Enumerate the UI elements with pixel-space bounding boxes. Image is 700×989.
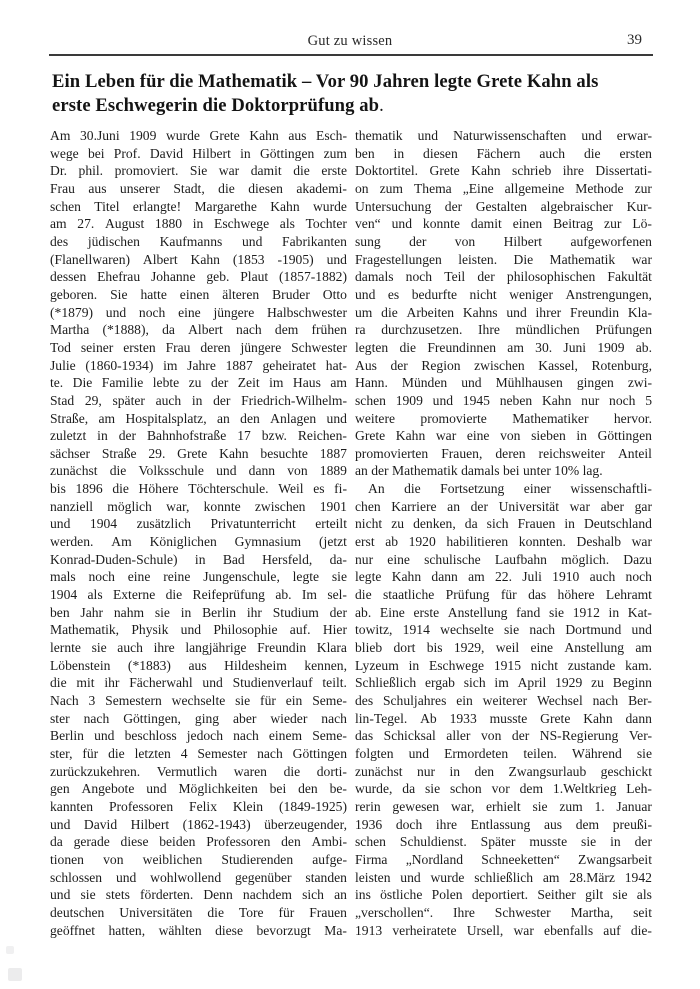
text-line: leisten und wurde schließlich am 28.März 1942: [355, 869, 652, 885]
text-line: gen Angebote und Möglichkeiten bei den be-: [50, 781, 347, 797]
text-line: Lyzeum in Eschwege 1915 nicht zustande kam.: [355, 657, 652, 673]
text-line: Berlin und beschloss jedoch nach einem Seme-: [50, 728, 347, 744]
text-line: nanziell möglich war, konnte zwischen 1901: [50, 498, 347, 514]
article-title: [52, 70, 652, 117]
text-line: promovierten Frauen, deren reichsweiter Anteil: [355, 445, 652, 461]
text-line: towitz, 1914 wechselte sie nach Dortmund und: [355, 622, 652, 638]
text-line: 1936 doch ihre Entlassung aus dem preußi-: [355, 816, 652, 832]
article-title-line2-text: erste Eschwegerin die Doktorprüfung ab: [52, 94, 380, 116]
article-title-line2-period: .: [379, 94, 384, 116]
article-title-line2: [52, 94, 652, 118]
text-line: und 1904 zusätzlich Privatunterricht erteilt: [50, 516, 347, 532]
text-line: erst ab 1920 habilitieren konnten. Deshalb war: [355, 534, 652, 550]
header-section-title: Gut zu wissen: [307, 33, 393, 49]
text-line: nicht zu denken, da sich Frauen in Deutschland: [355, 516, 652, 532]
text-line: um die Arbeiten Kahns und ihrer Freundin Kla-: [355, 304, 652, 320]
text-line: am 27. August 1880 in Eschwege als Tochter: [50, 216, 347, 232]
text-line: Nach 3 Semestern wechselte sie für ein Seme-: [50, 693, 347, 708]
text-line: legte Kahn dann am 22. Juli 1910 auch noch: [355, 569, 652, 585]
text-line: schen Schuldienst. Später musste sie in der: [355, 834, 652, 850]
text-line: An die Fortsetzung einer wissenschaftli-: [368, 481, 652, 497]
text-line: Untersuchung der Gestalten algebraischer Kur-: [355, 198, 652, 214]
text-line: blieb dort bis 1929, weil eine Anstellung am: [355, 640, 652, 656]
text-line: on zum Thema „Eine allgemeine Methode zur: [355, 180, 652, 196]
text-line: ab. Eine erste Anstellung fand sie 1912 in Kat-: [355, 604, 652, 620]
text-line: des Schuljahres ein weiterer Wechsel nach Ber-: [355, 693, 652, 708]
text-line: zurückzukehren. Vermutlich waren die dorti-: [50, 763, 347, 779]
text-line: folgten und Ermordeten teilen. Während sie: [355, 745, 652, 761]
text-line: des jüdischen Kaufmanns und Fabrikanten: [50, 233, 347, 249]
text-line: kannten Professoren Felix Klein (1849-1925): [50, 798, 347, 814]
text-line: das Schicksal aller von der NS-Regierung Ver-: [355, 728, 652, 744]
page-number: 39: [627, 32, 642, 48]
text-line: ra durchzusetzen. Ihre mündlichen Prüfungen: [355, 322, 652, 338]
text-line: zunächst nur in den Zwangsurlaub geschickt: [355, 763, 652, 779]
text-column-right: [355, 127, 652, 939]
text-line: bis 1896 die Höhere Töchterschule. Weil es fi-: [50, 481, 347, 497]
article-body: [50, 127, 652, 939]
text-line: geöffnet hatten, wählten diese bevorzugt Ma-: [50, 922, 347, 938]
text-line: deutschen Universitäten die Tore für Frauen: [50, 904, 347, 920]
text-line: Stad 29, später auch in der Friedrich-Wilhelm-: [50, 392, 347, 408]
text-line: Konrad-Duden-Schule) in Bad Hersfeld, da-: [50, 551, 347, 567]
text-line: Schließlich ergab sich im April 1929 zu Beginn: [355, 675, 652, 691]
text-line: ven“ und konnte damit einen Beitrag zur Lö-: [355, 216, 652, 232]
text-line: Doktortitel. Grete Kahn schrieb ihre Dissertati-: [355, 163, 652, 179]
text-line: weitere promovierte Mathematiker hervor.: [355, 410, 652, 426]
text-line: te. Die Familie lebte zu der Zeit im Haus am: [50, 375, 347, 391]
text-line: rerin gewesen war, erhielt sie zum 1. Januar: [355, 798, 652, 814]
text-line: Aus der Region zwischen Kassel, Rotenburg,: [355, 357, 652, 373]
text-line: Julie (1860-1934) im Jahre 1887 geheiratet hat-: [50, 357, 347, 373]
text-line: Dr. phil. promoviert. Sie war damit die erste: [50, 163, 347, 179]
text-line: Martha (*1888), da Albert nach dem frühen: [50, 322, 347, 338]
text-line: (Flanellwaren) Albert Kahn (1853 -1905) und: [50, 251, 347, 267]
text-line: (*1879) und noch eine jüngere Halbschwester: [50, 304, 347, 320]
text-line: ster, für die letzten 4 Semester nach Göttingen: [50, 745, 347, 761]
text-line: schen Titel erlangte! Margarethe Kahn wurde: [50, 198, 347, 214]
text-line: dessen Ehefrau Johanne geb. Plaut (1857-1882): [50, 269, 347, 285]
text-line: wurde, da sie schon vor dem 1.Weltkrieg Leh-: [355, 781, 652, 797]
text-line: mals noch eine reine Jungenschule, legte sie: [50, 569, 347, 585]
text-line: 1904 als Externe die Reifeprüfung ab. Im sel-: [50, 587, 347, 603]
text-line: und David Hilbert (1862-1943) überzeugender,: [50, 816, 347, 832]
text-line: thematik und Naturwissenschaften und erwar-: [355, 128, 652, 143]
text-line: schen 1909 und 1945 neben Kahn nur noch 5: [355, 392, 652, 408]
text-line: Mathematik, Physik und Philosophie auf. Hier: [50, 622, 347, 638]
text-line: nur eine schulische Laufbahn möglich. Dazu: [355, 551, 652, 567]
article-title-line1: Ein Leben für die Mathematik – Vor 90 Jahren legte Grete Kahn als: [52, 71, 599, 92]
text-line: geboren. Sie hatte einen älteren Bruder Otto: [50, 286, 347, 302]
text-line: Frau aus unserer Stadt, die diesen akademi-: [50, 180, 347, 196]
text-line: zunächst die Volksschule und dann von 1889: [50, 463, 347, 479]
text-line: die mit ihr Fächerwahl und Studienverlauf teilt.: [50, 675, 347, 691]
header-rule: [49, 54, 653, 56]
text-line: ben Jahr nahm sie in Berlin ihr Studium der: [50, 604, 347, 620]
text-line: Tod seiner ersten Frau deren jüngere Schwester: [50, 339, 347, 355]
text-line: Am 30.Juni 1909 wurde Grete Kahn aus Esch-: [50, 128, 347, 143]
text-line: legten die Freundinnen am 30. Juni 1909 ab.: [355, 339, 652, 355]
text-line: ben in diesen Fächern auch die ersten: [355, 145, 652, 161]
text-line: lernte sie auch ihre langjährige Freundin Klara: [50, 640, 347, 656]
text-line: „verschollen“. Ihre Schwester Martha, seit: [355, 904, 652, 920]
text-line: werden. Am Königlichen Gymnasium (jetzt: [50, 534, 347, 550]
text-line: sung der von Hilbert aufgeworfenen: [355, 233, 652, 249]
text-line: 1913 verheiratete Ursell, war ebenfalls auf die-: [355, 922, 652, 938]
text-line: lin-Tegel. Ab 1933 musste Grete Kahn dann: [355, 710, 652, 726]
text-line: sächser Straße 29. Grete Kahn besuchte 1887: [50, 445, 347, 461]
text-line: wege bei Prof. David Hilbert in Göttingen zum: [50, 145, 347, 161]
text-line: ster nach Göttingen, ging aber wieder nach: [50, 710, 347, 726]
scan-artifact: [8, 968, 22, 981]
text-line: da gerade diese beiden Professoren den Ambi-: [50, 834, 347, 850]
scan-artifact: [6, 946, 14, 954]
text-line: Straße, am Hospitalsplatz, an den Anlagen und: [50, 410, 347, 426]
text-line: und sie stets förderten. Denn nachdem sich an: [50, 887, 347, 903]
text-line: schlossen und wohlwollend gegenüber standen: [50, 869, 347, 885]
text-line: chen Karriere an der Universität war aber gar: [355, 498, 652, 514]
text-line: an der Mathematik damals bei unter 10% lag.: [355, 463, 603, 479]
text-line: zuletzt in der Bahnhofstraße 17 bzw. Reichen-: [50, 428, 347, 444]
text-line: und es bedurfte nicht weniger Anstrengungen,: [355, 286, 652, 302]
text-line: ins östliche Polen deportiert. Seither gilt sie als: [355, 887, 652, 903]
text-column-left: [50, 127, 347, 939]
text-line: Löbenstein (*1883) aus Hildesheim kennen,: [50, 657, 347, 673]
text-line: Hann. Münden und Mühlhausen gingen zwi-: [355, 375, 652, 391]
text-line: tionen von weiblichen Studierenden aufge-: [50, 851, 347, 867]
text-line: damals noch Teil der philosophischen Fakultät: [355, 269, 652, 285]
text-line: Grete Kahn war eine von sieben in Göttingen: [355, 428, 652, 444]
text-line: die staatliche Prüfung für das höhere Lehramt: [355, 587, 652, 603]
text-line: Firma „Nordland Schneeketten“ Zwangsarbeit: [355, 851, 652, 867]
text-line: Fragestellungen leisten. Die Mathematik war: [355, 251, 652, 267]
